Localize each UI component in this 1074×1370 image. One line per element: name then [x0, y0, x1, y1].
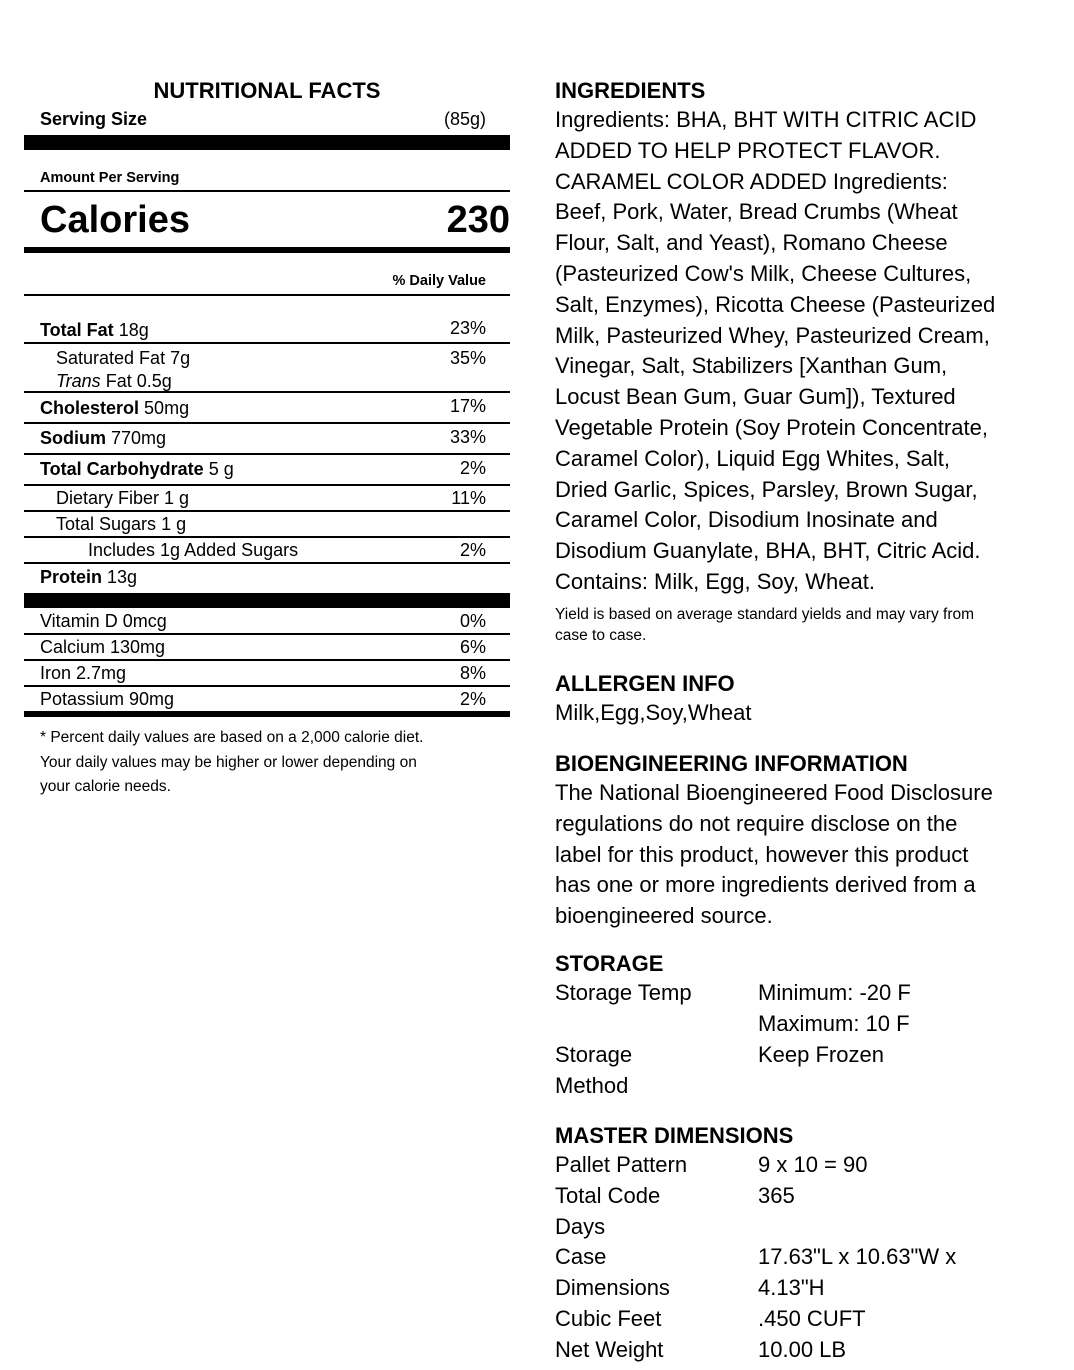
nutrient-name: Protein: [40, 567, 103, 587]
daily-value-header: % Daily Value: [392, 273, 486, 289]
net-weight-key: [555, 1335, 745, 1366]
pallet-pattern-value: [758, 1150, 1048, 1181]
ingredients-line: (Pasteurized Cow's Milk, Cheese Cultures,: [555, 260, 972, 286]
footnote-line: Your daily values may be higher or lower depending on: [40, 753, 417, 771]
bioengineering-text: [555, 778, 1045, 932]
medium-divider: [24, 247, 510, 253]
nutrient-name: Includes 1g Added Sugars: [88, 540, 299, 560]
divider: [24, 391, 510, 393]
bioengineering-section: [555, 750, 1045, 932]
divider: [24, 484, 510, 486]
value-line: Minimum: -20 F: [758, 980, 911, 1005]
divider: [24, 190, 510, 192]
key-line: Dimensions: [555, 1274, 670, 1300]
nutrient-trans-fat: [56, 370, 172, 392]
vitamin-dv: 0%: [459, 611, 486, 631]
allergen-text: Milk,Egg,Soy,Wheat: [555, 700, 752, 725]
vitamin-dv: 6%: [459, 637, 486, 657]
nutrient-name: Dietary Fiber: [56, 488, 160, 508]
key-line: Method: [555, 1072, 629, 1098]
bioengineering-line: The National Bioengineered Food Disclosure: [555, 780, 993, 805]
ingredients-line: Vinegar, Salt, Stabilizers [Xanthan Gum,: [555, 353, 948, 379]
storage-method-key: [555, 1040, 745, 1102]
footnote-line: your calorie needs.: [40, 778, 171, 795]
value-line: 9 x 10 = 90: [758, 1152, 868, 1177]
value-line: 365: [758, 1183, 795, 1208]
pallet-pattern-key: [555, 1150, 745, 1181]
ingredients-heading: INGREDIENTS: [555, 78, 706, 103]
ingredients-line: ADDED TO HELP PROTECT FLAVOR.: [555, 137, 941, 163]
nutrient-total-sugars: [56, 513, 186, 535]
daily-value-footnote: [40, 726, 500, 800]
master-dimensions-heading: MASTER DIMENSIONS: [555, 1123, 794, 1148]
calories-value: 230: [446, 199, 510, 241]
case-dimensions-key: [555, 1242, 745, 1304]
ingredients-line: Contains: Milk, Egg, Soy, Wheat.: [555, 568, 875, 594]
bioengineering-line: has one or more ingredients derived from a: [555, 872, 976, 898]
nutrient-amount: Fat 0.5g: [105, 371, 172, 391]
ingredients-line: Locust Bean Gum, Guar Gum]), Textured: [555, 384, 956, 410]
nutrient-dv: 2%: [459, 540, 486, 560]
bioengineering-heading: BIOENGINEERING INFORMATION: [555, 751, 908, 776]
nutrient-name: Total Carbohydrate: [40, 459, 204, 479]
value-line: 4.13"H: [758, 1274, 825, 1300]
ingredients-line: Dried Garlic, Spices, Parsley, Brown Sugar,: [555, 476, 978, 502]
bioengineering-line: regulations do not require disclose on the: [555, 810, 958, 836]
value-line: 10.00 LB: [758, 1337, 847, 1362]
storage-method-value: [758, 1040, 1048, 1071]
divider: [24, 453, 510, 455]
storage-heading: STORAGE: [555, 951, 664, 976]
storage-temp-key: [555, 978, 745, 1009]
value-line: .450 CUFT: [758, 1306, 866, 1331]
nutrient-name: Sodium: [40, 428, 106, 448]
divider: [24, 536, 510, 538]
nutrient-amount: 18g: [118, 320, 149, 340]
vitamin-dv: 8%: [459, 663, 486, 683]
serving-size-label: Serving Size: [40, 109, 148, 129]
nutrient-name: Cholesterol: [40, 398, 140, 418]
value-line: 17.63"L x 10.63"W x: [758, 1244, 957, 1269]
ingredients-line: Salt, Enzymes), Ricotta Cheese (Pasteurized: [555, 291, 996, 317]
ingredients-line: Disodium Guanylate, BHA, BHT, Citric Acid.: [555, 538, 981, 564]
serving-size-value: (85g): [443, 109, 486, 129]
nutrient-amount: 770mg: [111, 428, 167, 448]
ingredients-line: CARAMEL COLOR ADDED Ingredients:: [555, 168, 948, 194]
divider: [24, 510, 510, 512]
net-weight-value: [758, 1335, 1048, 1366]
value-line: Keep Frozen: [758, 1042, 884, 1067]
footnote-line: * Percent daily values are based on a 2,000 calorie diet.: [40, 729, 424, 746]
cubic-feet-key: [555, 1304, 745, 1335]
total-code-days-value: [758, 1181, 1048, 1212]
nutrient-dv: 2%: [459, 458, 486, 478]
nutrient-dv: 35%: [449, 348, 486, 368]
calcium: Calcium 130mg: [40, 637, 166, 657]
storage-section: [555, 950, 1045, 1110]
nutrient-dv: 17%: [449, 396, 486, 416]
storage-method-row: [555, 1040, 1045, 1102]
bioengineering-line: label for this product, however this product: [555, 841, 969, 867]
nutrient-dv: 33%: [449, 427, 486, 447]
potassium: Potassium 90mg: [40, 689, 175, 709]
value-line: Maximum: 10 F: [758, 1010, 910, 1036]
nutrient-sodium: [40, 427, 166, 449]
allergen-heading: ALLERGEN INFO: [555, 671, 735, 696]
nutrient-total-carbohydrate: [40, 458, 234, 480]
nutrient-added-sugars: [88, 539, 298, 561]
nutrient-cholesterol: [40, 397, 189, 419]
ingredients-line: Beef, Pork, Water, Bread Crumbs (Wheat: [555, 199, 958, 225]
ingredients-section: [555, 77, 1045, 646]
storage-temp-row: [555, 978, 1045, 1040]
allergen-section: [555, 670, 1045, 729]
nutrient-amount: 1 g: [161, 514, 187, 534]
nutrient-name: Total Fat: [40, 320, 114, 340]
divider: [24, 685, 510, 687]
nutrient-dv: 23%: [449, 318, 486, 338]
nutrient-dv: 11%: [451, 488, 486, 508]
yield-note-line: case to case.: [555, 626, 647, 644]
nutrient-dietary-fiber: [56, 487, 189, 509]
key-line: Cubic Feet: [555, 1306, 662, 1331]
nutrient-name: Total Sugars: [56, 514, 157, 534]
ingredients-line: Caramel Color), Liquid Egg Whites, Salt,: [555, 445, 950, 471]
divider: [24, 633, 510, 635]
vitamin-dv: 2%: [459, 689, 486, 709]
nutrient-saturated-fat: [56, 347, 190, 369]
yield-note-line: Yield is based on average standard yields and may vary from: [555, 605, 975, 623]
nutrient-name: Saturated Fat: [56, 348, 166, 368]
key-line: Total Code: [555, 1183, 661, 1208]
ingredients-line: Caramel Color, Disodium Inosinate and: [555, 507, 938, 533]
cubic-feet-value: [758, 1304, 1048, 1335]
divider: [24, 562, 510, 564]
calories-label: Calories: [40, 199, 190, 241]
yield-note: [555, 604, 1045, 646]
divider: [24, 659, 510, 661]
key-line: Pallet Pattern: [555, 1152, 688, 1177]
bioengineering-line: bioengineered source.: [555, 903, 773, 929]
nutrition-facts-title: NUTRITIONAL FACTS: [153, 78, 381, 103]
amount-per-serving-label: Amount Per Serving: [40, 170, 180, 186]
divider: [24, 294, 510, 296]
nutrient-amount: 13g: [107, 567, 138, 587]
nutrient-total-fat: [40, 319, 149, 341]
thick-divider: [24, 135, 510, 150]
nutrient-amount: 7g: [170, 348, 191, 368]
nutrient-protein: [40, 566, 137, 588]
vitamin-d: Vitamin D 0mcg: [40, 611, 167, 631]
ingredients-line: Milk, Pasteurized Whey, Pasteurized Cream,: [555, 322, 990, 348]
nutrient-amount: 50mg: [144, 398, 190, 418]
master-dimensions-section: [555, 1122, 1045, 1370]
divider: [24, 422, 510, 424]
medium-divider: [24, 711, 510, 717]
key-line: Net Weight: [555, 1337, 664, 1362]
total-code-days-key: [555, 1181, 745, 1243]
ingredients-line: Flour, Salt, and Yeast), Romano Cheese: [555, 230, 948, 256]
key-line: Case: [555, 1244, 607, 1269]
thick-divider: [24, 593, 510, 608]
nutrient-amount: 5 g: [208, 459, 234, 479]
iron: Iron 2.7mg: [40, 663, 127, 683]
key-line: Storage Temp: [555, 980, 692, 1005]
key-line: Storage: [555, 1042, 633, 1067]
ingredients-line: Ingredients: BHA, BHT WITH CITRIC ACID: [555, 107, 977, 132]
ingredients-text: [555, 105, 1045, 598]
nutrient-name: Trans: [56, 371, 101, 391]
storage-temp-value: [758, 978, 1048, 1040]
case-dimensions-value: [758, 1242, 1048, 1304]
key-line: Days: [555, 1213, 606, 1239]
ingredients-line: Vegetable Protein (Soy Protein Concentrate,: [555, 414, 988, 440]
nutrient-amount: 1 g: [164, 488, 190, 508]
divider: [24, 342, 510, 344]
